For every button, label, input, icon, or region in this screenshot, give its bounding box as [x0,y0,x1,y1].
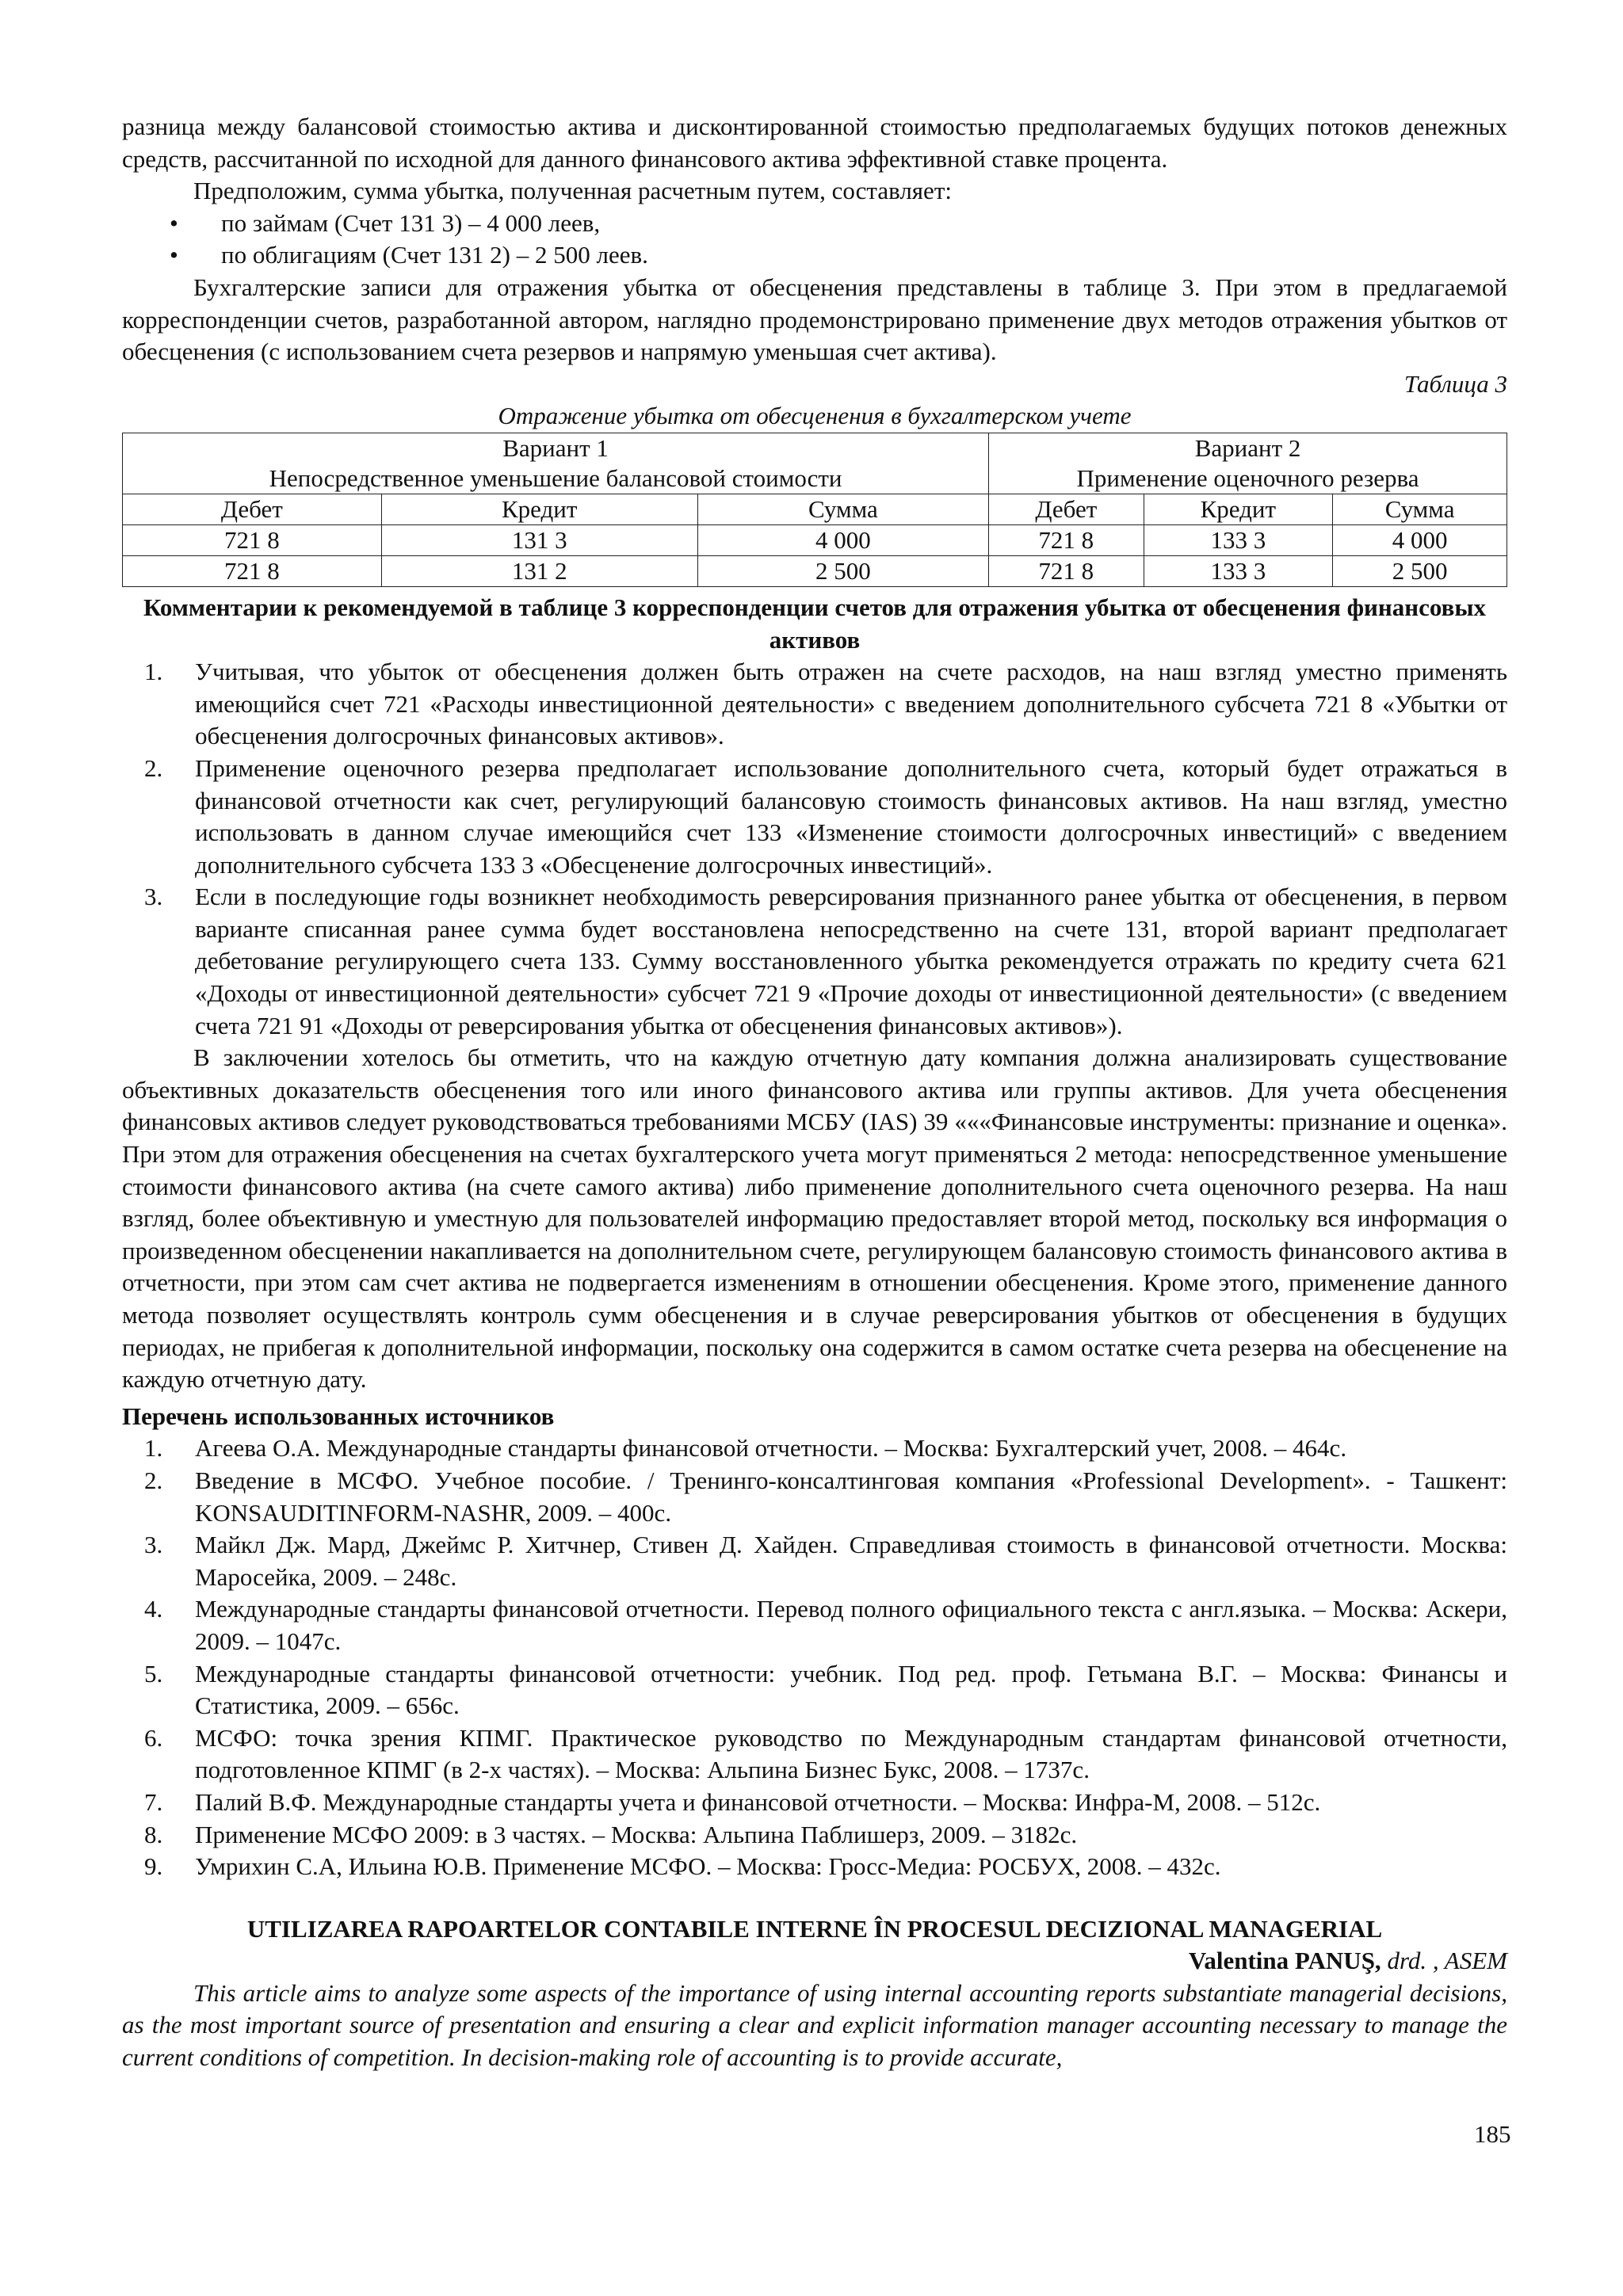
list-item: 2. Применение оценочного резерва предполагает использование дополнительного счета, который будет отражаться в финансовой отчетности как счет, регулирующий балансовую стоимость финансовых активов. На наш взгляд, уместно использовать в данном случае имеющийся счет 133 «Изменение стоимости долгосрочных инвестиций» с введением дополнительного субсчета 133 3 «Обесценение долгосрочных инвестиций». [144,753,1507,879]
table-title: Отражение убытка от обесценения в бухгалтерском учете [498,402,1132,430]
author-name: Valentina PANUŞ, [1188,1947,1381,1975]
page-content [122,111,1507,2074]
list-item: 6. МСФО: точка зрения КПМГ. Практическое руководство по Международным стандартам финансовой отчетности, подготовленное КПМГ (в 2-х частях). – Москва: Альпина Бизнес Букс, 2008. – 1737с. [144,1723,1507,1784]
variant2-header: Вариант 2 Применение оценочного резерва [989,433,1507,494]
references-heading: Перечень использованных источников [122,1402,555,1430]
table-cell: 721 8 [123,524,382,555]
column-header: Дебет [123,494,382,524]
author-affiliation: drd. , ASEM [1387,1947,1507,1975]
variant1-header: Вариант 1 Непосредственное уменьшение балансовой стоимости [123,433,989,494]
impairment-table [122,433,1507,587]
list-item: 3. Майкл Дж. Мард, Джеймс Р. Хитчнер, Стивен Д. Хайден. Справедливая стоимость в финансовой отчетности. Москва: Маросейка, 2009. – 248с. [144,1531,1507,1591]
column-header: Кредит [381,494,697,524]
list-item: 1. Агеева О.А. Международные стандарты финансовой отчетности. – Москва: Бухгалтерский учет, 2008. – 464с. [144,1434,1347,1463]
table-cell: 133 3 [1144,524,1333,555]
table-row [123,524,1507,555]
table-cell: 721 8 [989,524,1144,555]
column-header: Сумма [1333,494,1507,524]
list-item: 4. Международные стандарты финансовой отчетности. Перевод полного официального текста с англ.языка. – Москва: Аскери, 2009. – 1047с. [144,1595,1507,1655]
list-item: 7. Палий В.Ф. Международные стандарты учета и финансовой отчетности. – Москва: Инфра-М, 2008. – 512с. [144,1787,1321,1816]
paragraph-conclusion: В заключении хотелось бы отметить, что на каждую отчетную дату компания должна анализировать существование объективных доказательств обесценения того или иного финансового актива или группы активов. Для учета обесценения финансовых активов следует руководствоваться требованиями МСБУ (IAS) 39 «««Финансовые инструменты: признание и оценка». При этом для отражения обесценения на счетах бухгалтерского учета могут применяться 2 метода: непосредственное уменьшение стоимости финансового актива (на счете самого актива) либо применение дополнительного счета оценочного резерва. На наш взгляд, более объективную и уместную для пользователей информацию предоставляет второй метод, поскольку вся информация о произведенном обесценении накапливается на дополнительном счете, регулирующем балансовую стоимость финансового актива в отчетности, при этом сам счет актива не подвергается изменениям в отношении обесценения. Кроме этого, применение данного метода позволяет осуществлять контроль сумм обесценения и в случае реверсирования убытков от обесценения в будущих периодах, не прибегая к дополнительной информации, поскольку она содержится в самом остатке счета резерва на обесценение на каждую отчетную дату. [122,1043,1507,1394]
column-header: Сумма [697,494,988,524]
abstract: This article aims to analyze some aspects of the importance of using internal accounting reports substantiate managerial decisions, as the most important source of presentation and ensuring a clear and explicit information manager accounting necessary to manage the current conditions of competition. In decision-making role of accounting is to provide accurate, [122,1978,1507,2072]
table-cell: 4 000 [697,524,988,555]
paragraph-intro: разница между балансовой стоимостью актива и дисконтированной стоимостью предполагаемых будущих потоков денежных средств, рассчитанной по исходной для данного финансового актива эффективной ставке процента. [122,113,1507,173]
list-item: 5. Международные стандарты финансовой отчетности: учебник. Под ред. проф. Гетьмана В.Г. – Москва: Финансы и Статистика, 2009. – 656с. [144,1659,1507,1720]
list-item: 8. Применение МСФО 2009: в 3 частях. – Москва: Альпина Паблишерз, 2009. – 3182с. [144,1820,1078,1848]
table-row [123,555,1507,586]
page-number: 185 [1474,2120,1511,2148]
list-item: 2. Введение в МСФО. Учебное пособие. / Тренинго-консалтинговая компания «Professional Development». - Ташкент: KONSAUDITINFORM-NASHR, 2009. – 400с. [144,1466,1507,1527]
author-line [122,1945,1507,1978]
column-header: Кредит [1144,494,1333,524]
table-cell: 131 3 [381,524,697,555]
table-cell: 2 500 [1333,555,1507,586]
table-cell: 131 2 [381,555,697,586]
table-cell: 721 8 [123,555,382,586]
references-list [122,1432,1507,1882]
table-header-row [123,494,1507,524]
comments-heading: Комментарии к рекомендуемой в таблице 3 корреспонденции счетов для отражения убытка от обесценения финансовых активов [143,593,1487,654]
table-caption: Таблица 3 [1403,369,1507,398]
bullet-icon: • [170,241,178,269]
paragraph-entries: Бухгалтерские записи для отражения убытка от обесценения представлены в таблице 3. При этом в предлагаемой корреспонденции счетов, разработанной автором, наглядно продемонстрировано применение двух методов отражения убытков от обесценения (с использованием счета резервов и напрямую уменьшая счет актива). [122,273,1507,366]
loss-bullet-list [122,208,1507,272]
comments-list [122,656,1507,1042]
list-item: 9. Умрихин С.А, Ильина Ю.В. Применение МСФО. – Москва: Гросс-Медиа: РОСБУХ, 2008. – 432с. [144,1852,1221,1881]
next-article-title: UTILIZAREA RAPOARTELOR CONTABILE INTERNE ÎN PROCESUL DECIZIONAL MANAGERIAL [246,1914,1383,1943]
table-row [123,433,1507,494]
column-header: Дебет [989,494,1144,524]
list-item: • по облигациям (Счет 131 2) – 2 500 леев. [122,239,1507,272]
table-cell: 721 8 [989,555,1144,586]
table-cell: 4 000 [1333,524,1507,555]
list-item: 3. Если в последующие годы возникнет необходимость реверсирования признанного ранее убытка от обесценения, в первом варианте списанная ранее сумма будет восстановлена непосредственно на счете 131, второй вариант предполагает дебетование регулирующего счета 133. Сумму восстановленного убытка рекомендуется отражать по кредиту счета 621 «Доходы от инвестиционной деятельности» субсчет 721 9 «Прочие доходы от инвестиционной деятельности» (с введением счета 721 91 «Доходы от реверсирования убытка от обесценения финансовых активов»). [144,883,1507,1039]
paragraph-suppose: Предположим, сумма убытка, полученная расчетным путем, составляет: [193,177,952,205]
table-cell: 133 3 [1144,555,1333,586]
list-item: • по займам (Счет 131 3) – 4 000 леев, [122,208,1507,240]
table-cell: 2 500 [697,555,988,586]
list-item: 1. Учитывая, что убыток от обесценения должен быть отражен на счете расходов, на наш взгляд уместно применять имеющийся счет 721 «Расходы инвестиционной деятельности» с введением дополнительного субсчета 721 8 «Убытки от обесценения долгосрочных финансовых активов». [144,658,1507,750]
bullet-icon: • [170,208,178,237]
